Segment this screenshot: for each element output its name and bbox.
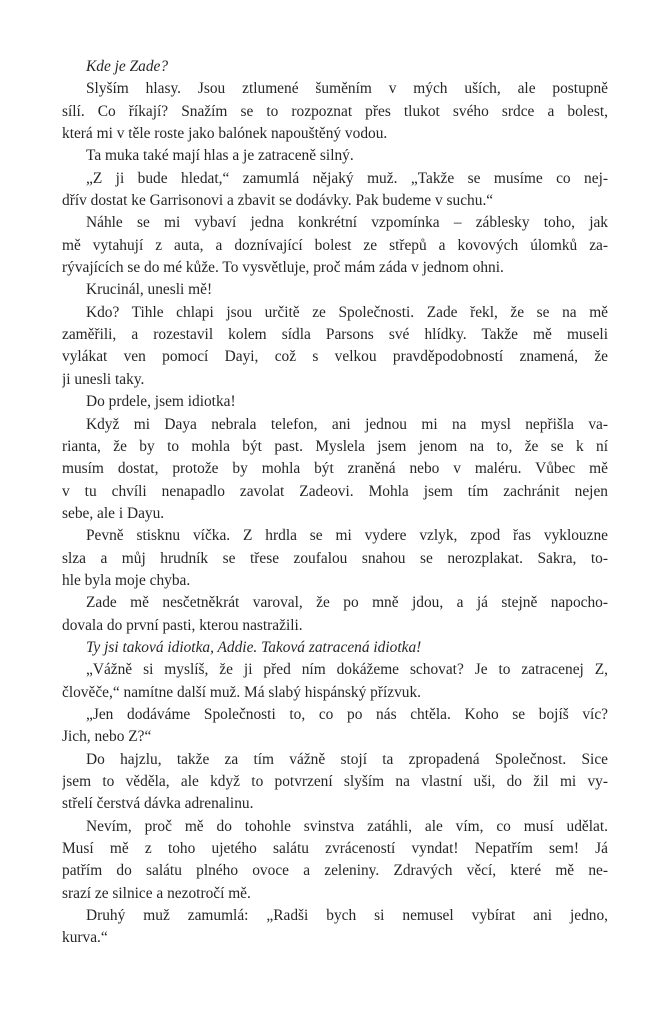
- paragraph: [62, 391, 608, 413]
- text-line: mě vytahují z auta, a doznívající bolest ze střepů a kovových úlomků za-: [62, 236, 608, 254]
- text-line: „Jen dodáváme Společnosti to, co po nás chtěla. Koho se bojíš víc?: [86, 705, 608, 723]
- text-line: rianta, že by to mohla být past. Myslela jsem jenom na to, že se k ní: [62, 437, 608, 455]
- text-line: „Vážně si myslíš, že ji před ním dokážeme schovat? Je to zatracenej Z,: [86, 661, 608, 679]
- paragraph: [62, 78, 608, 145]
- text-line: patřím do salátu plného ovoce a zeleniny. Zdravých věcí, které mě ne-: [62, 862, 608, 880]
- text-line: člověče,“ namítne další muž. Má slabý hispánský přízvuk.: [62, 683, 422, 701]
- text-block: [62, 56, 608, 950]
- paragraph: [62, 592, 608, 637]
- text-line: srazí ze silnice a nezotročí mě.: [62, 884, 251, 902]
- paragraph: [62, 279, 608, 301]
- paragraph: [62, 145, 608, 167]
- paragraph: [62, 302, 608, 391]
- text-line: Ty jsi taková idiotka, Addie. Taková zatracená idiotka!: [86, 638, 422, 656]
- text-line: Nevím, proč mě do tohohle svinstva zatáhli, ale vím, co musí udělat.: [86, 817, 608, 835]
- paragraph: [62, 905, 608, 950]
- text-line: Druhý muž zamumlá: „Radši bych si nemusel vybírat ani jedno,: [86, 907, 608, 925]
- paragraph: [62, 212, 608, 279]
- text-line: ji unesli taky.: [62, 370, 145, 388]
- text-line: střelí čerstvá dávka adrenalinu.: [62, 795, 254, 813]
- paragraph: [62, 659, 608, 704]
- text-line: Kdo? Tihle chlapi jsou určitě ze Společnosti. Zade řekl, že se na mě: [86, 303, 608, 321]
- text-line: Do prdele, jsem idiotka!: [86, 393, 236, 411]
- paragraph: [62, 414, 608, 526]
- text-line: slza a můj hrudník se třese zoufalou snahou se nerozplakat. Sakra, to-: [62, 549, 608, 567]
- text-line: Ta muka také mají hlas a je zatraceně silný.: [86, 147, 354, 165]
- text-line: Slyším hlasy. Jsou ztlumené šuměním v mých uších, ale postupně: [86, 80, 608, 98]
- text-line: Když mi Daya nebrala telefon, ani jednou mi na mysl nepřišla va-: [86, 415, 608, 433]
- text-line: dřív dostat ke Garrisonovi a zbavit se dodávky. Pak budeme v suchu.“: [62, 192, 494, 210]
- paragraph: [62, 749, 608, 816]
- text-line: Zade mě nesčetněkrát varoval, že po mně jdou, a já stejně napocho-: [86, 594, 608, 612]
- text-line: jsem to věděla, ale když to potvrzení slyším na vlastní uši, do žil mi vy-: [62, 773, 608, 790]
- text-line: rývajících se do mé kůže. To vysvětluje, proč mám záda v jednom ohni.: [62, 259, 504, 277]
- text-line: Musí mě z toho ujetého salátu zvráceností vyndat! Nepatřím sem! Já: [62, 840, 608, 858]
- paragraph: [62, 168, 608, 213]
- text-line: musím dostat, protože by mohla být zraněná nebo v maléru. Vůbec mě: [62, 460, 608, 478]
- paragraph: [62, 816, 608, 905]
- text-line: zaměřili, a rozestavil kolem sídla Parsons své hlídky. Takže mě museli: [62, 326, 608, 344]
- text-line: hle byla moje chyba.: [62, 571, 191, 589]
- text-line: v tu chvíli nenapadlo zavolat Zadeovi. Mohla jsem tím zachránit nejen: [62, 482, 608, 500]
- text-line: Náhle se mi vybaví jedna konkrétní vzpomínka – záblesky toho, jak: [86, 214, 608, 232]
- text-line: Jich, nebo Z?“: [62, 728, 152, 746]
- paragraph: [62, 637, 608, 659]
- text-line: kurva.“: [62, 929, 108, 947]
- text-line: sebe, ale i Dayu.: [62, 504, 165, 522]
- text-line: Pevně stisknu víčka. Z hrdla se mi vydere vzlyk, zpod řas vyklouzne: [86, 527, 608, 545]
- text-line: „Z ji bude hledat,“ zamumlá nějaký muž. „Takže se musíme co nej-: [86, 169, 608, 187]
- text-line: Do hajzlu, takže za tím vážně stojí ta zpropadená Společnost. Sice: [86, 750, 608, 768]
- text-line: Kde je Zade?: [86, 58, 169, 75]
- text-line: která mi v těle roste jako balónek napouštěný vodou.: [62, 125, 388, 143]
- paragraph: [62, 56, 608, 78]
- text-line: Krucinál, unesli mě!: [86, 281, 213, 299]
- text-line: dovala do první pasti, kterou nastražili.: [62, 616, 303, 634]
- paragraph: [62, 704, 608, 749]
- text-line: vylákat ven pomocí Dayi, což s velkou pravděpodobností znamená, že: [62, 348, 608, 366]
- text-line: sílí. Co říkají? Snažím se to rozpoznat přes tlukot svého srdce a bolest,: [62, 102, 608, 120]
- paragraph: [62, 525, 608, 592]
